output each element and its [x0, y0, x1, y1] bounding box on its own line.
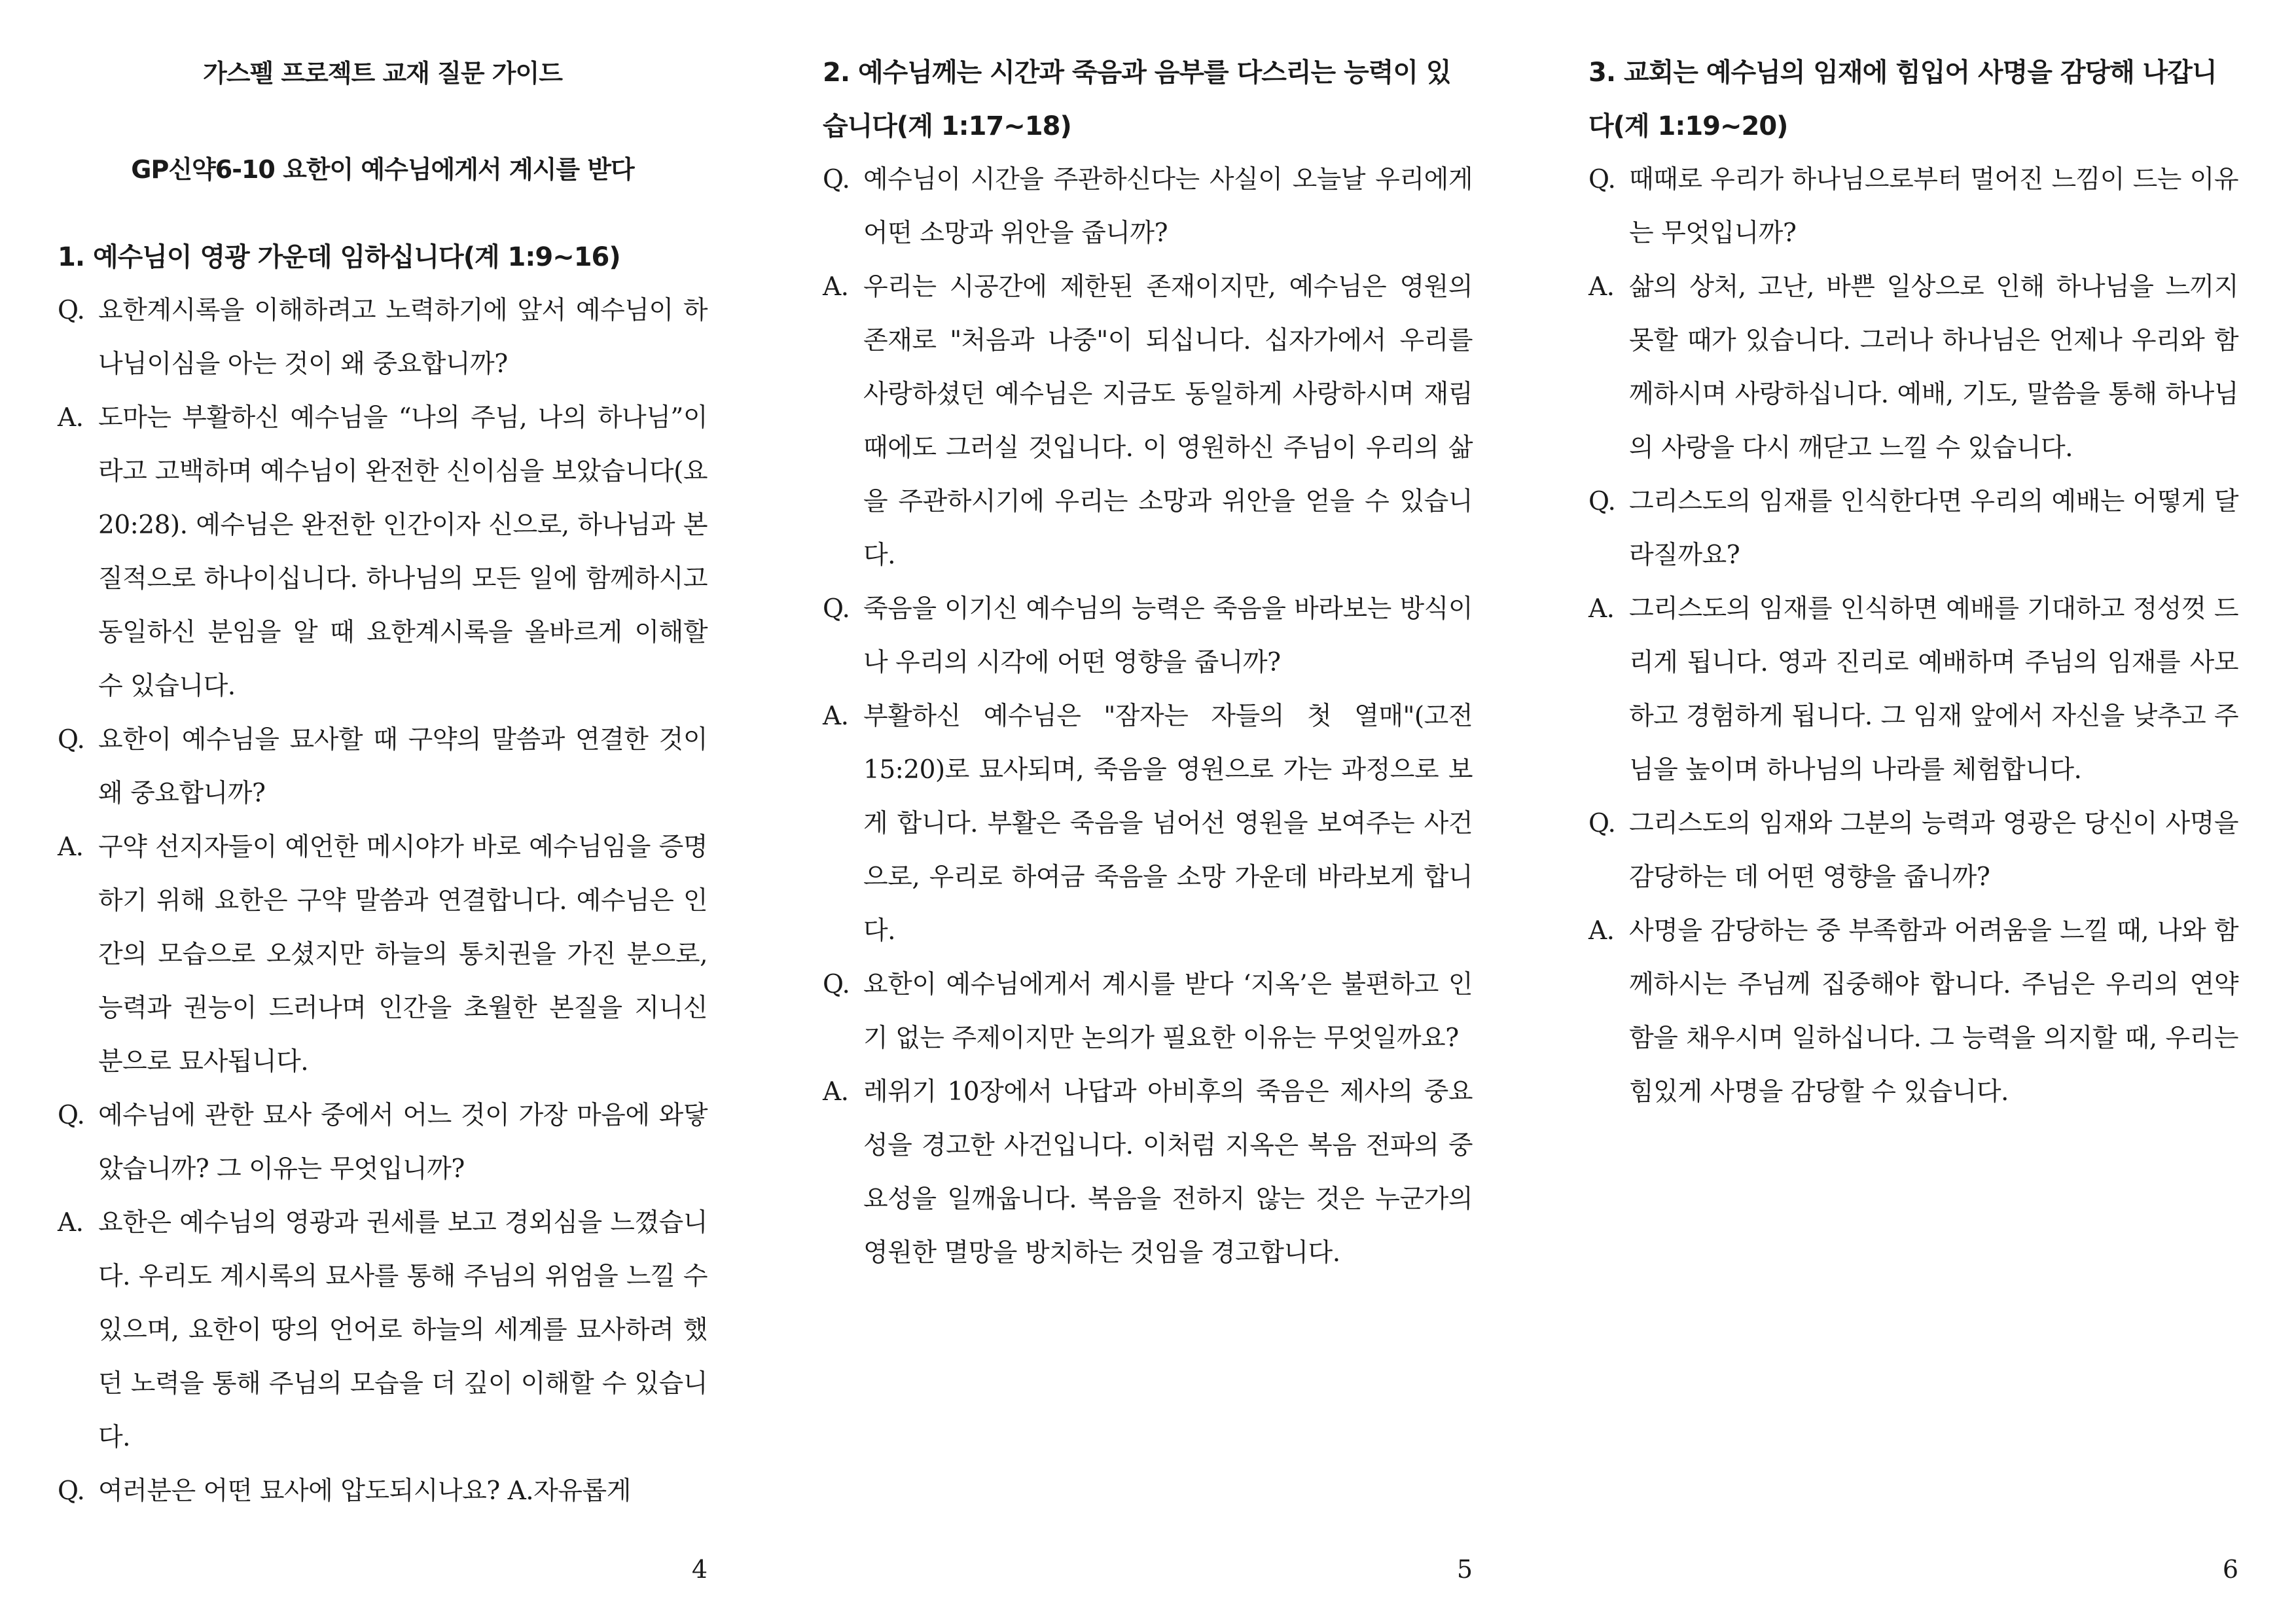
- answer-text: 그리스도의 임재를 인식하면 예배를 기대하고 정성껏 드리게 됩니다. 영과 진리로 예배하며 주님의 임재를 사모하고 경험하게 됩니다. 그 임재 앞에서 자신을 낮추고 주님을 높이며 하나님의 나라를 체험합니다.: [1629, 594, 2238, 785]
- page-6: [1531, 0, 2296, 1623]
- answer-mark: A.: [1588, 594, 1615, 624]
- answer-text: 구약 선지자들이 예언한 메시야가 바로 예수님임을 증명하기 위해 요한은 구약 말씀과 연결합니다. 예수님은 인간의 모습으로 오셨지만 하늘의 통치권을 가진 분으로, 능력과 권능이 드러나며 인간을 초월한 본질을 지니신 분으로 묘사됩니다.: [98, 832, 708, 1077]
- question-mark: Q.: [58, 725, 85, 755]
- section-title-2: 2. 예수님께는 시간과 죽음과 음부를 다스리는 능력이 있습니다(계 1:17~18): [823, 58, 1451, 141]
- page-number: 6: [2222, 1555, 2238, 1584]
- question-item: [1588, 153, 2238, 260]
- answer-item: [1588, 582, 2238, 797]
- question-text: 때때로 우리가 하나님으로부터 멀어진 느낌이 드는 이유는 무엇입니까?: [1629, 165, 2238, 248]
- question-item: [823, 958, 1473, 1065]
- answer-item: [1588, 904, 2238, 1119]
- page-4: [0, 0, 765, 1623]
- answer-item: [823, 690, 1473, 958]
- question-item: [58, 1465, 708, 1518]
- question-mark: Q.: [1588, 487, 1616, 516]
- page-5: [765, 0, 1530, 1623]
- answer-item: [58, 1196, 708, 1465]
- answer-mark: A.: [1588, 272, 1615, 302]
- answer-item: [58, 821, 708, 1089]
- question-item: [58, 713, 708, 821]
- question-mark: Q.: [1588, 809, 1616, 838]
- question-text: 예수님에 관한 묘사 중에서 어느 것이 가장 마음에 와닿았습니까? 그 이유는 무엇입니까?: [98, 1101, 708, 1184]
- page-number: 5: [1456, 1555, 1473, 1584]
- question-item: [58, 1089, 708, 1196]
- page-5-content: [823, 46, 1473, 1280]
- question-mark: Q.: [823, 970, 850, 999]
- question-text: 여러분은 어떤 묘사에 압도되시나요? A.자유롭게: [98, 1476, 631, 1506]
- question-text: 요한이 예수님에게서 계시를 받다 ‘지옥’은 불편하고 인기 없는 주제이지만 논의가 필요한 이유는 무엇일까요?: [863, 970, 1473, 1053]
- section-title-1: 1. 예수님이 영광 가운데 임하십니다(계 1:9~16): [58, 242, 620, 272]
- question-text: 요한이 예수님을 묘사할 때 구약의 말씀과 연결한 것이 왜 중요합니까?: [98, 725, 708, 808]
- answer-mark: A.: [823, 1077, 849, 1107]
- answer-mark: A.: [58, 832, 84, 862]
- question-mark: Q.: [58, 1101, 85, 1130]
- answer-mark: A.: [1588, 916, 1615, 946]
- answer-item: [823, 1065, 1473, 1280]
- page-number: 4: [691, 1555, 708, 1584]
- answer-text: 사명을 감당하는 중 부족함과 어려움을 느낄 때, 나와 함께하시는 주님께 집중해야 합니다. 주님은 우리의 연약함을 채우시며 일하십니다. 그 능력을 의지할 때, 우리는 힘있게 사명을 감당할 수 있습니다.: [1629, 916, 2238, 1107]
- question-text: 그리스도의 임재와 그분의 능력과 영광은 당신이 사명을 감당하는 데 어떤 영향을 줍니까?: [1629, 809, 2238, 892]
- question-item: [1588, 475, 2238, 582]
- answer-mark: A.: [823, 272, 849, 302]
- question-mark: Q.: [58, 296, 85, 325]
- question-item: [58, 284, 708, 391]
- answer-text: 레위기 10장에서 나답과 아비후의 죽음은 제사의 중요성을 경고한 사건입니다. 이처럼 지옥은 복음 전파의 중요성을 일깨웁니다. 복음을 전하지 않는 것은 누군가의 영원한 멸망을 방치하는 것임을 경고합니다.: [863, 1077, 1473, 1268]
- answer-text: 우리는 시공간에 제한된 존재이지만, 예수님은 영원의 존재로 "처음과 나중"이 되십니다. 십자가에서 우리를 사랑하셨던 예수님은 지금도 동일하게 사랑하시며 재림 때에도 그러실 것입니다. 이 영원하신 주님이 우리의 삶을 주관하시기에 우리는 소망과 위안을 얻을 수 있습니다.: [863, 272, 1473, 570]
- answer-item: [58, 391, 708, 713]
- question-mark: Q.: [58, 1476, 85, 1506]
- answer-item: [823, 260, 1473, 582]
- question-text: 그리스도의 임재를 인식한다면 우리의 예배는 어떻게 달라질까요?: [1629, 487, 2238, 570]
- question-mark: Q.: [823, 165, 850, 194]
- answer-item: [1588, 260, 2238, 475]
- answer-mark: A.: [58, 403, 84, 433]
- section-title-3: 3. 교회는 예수님의 임재에 힘입어 사명을 감당해 나갑니다(계 1:19~20): [1588, 58, 2217, 141]
- answer-mark: A.: [823, 702, 849, 731]
- question-text: 예수님이 시간을 주관하신다는 사실이 오늘날 우리에게 어떤 소망과 위안을 줍니까?: [863, 165, 1473, 248]
- guide-title: 가스펠 프로젝트 교재 질문 가이드: [203, 59, 562, 88]
- question-mark: Q.: [823, 594, 850, 624]
- answer-mark: A.: [58, 1208, 84, 1238]
- question-text: 요한계시록을 이해하려고 노력하기에 앞서 예수님이 하나님이심을 아는 것이 왜 중요합니까?: [98, 296, 708, 379]
- page-6-content: [1588, 46, 2238, 1119]
- answer-text: 부활하신 예수님은 "잠자는 자들의 첫 열매"(고전 15:20)로 묘사되며, 죽음을 영원으로 가는 과정으로 보게 합니다. 부활은 죽음을 넘어선 영원을 보여주는 사건으로, 우리로 하여금 죽음을 소망 가운데 바라보게 합니다.: [863, 702, 1473, 946]
- page-4-content: [58, 46, 708, 1518]
- question-text: 죽음을 이기신 예수님의 능력은 죽음을 바라보는 방식이나 우리의 시각에 어떤 영향을 줍니까?: [863, 594, 1473, 677]
- answer-text: 도마는 부활하신 예수님을 “나의 주님, 나의 하나님”이라고 고백하며 예수님이 완전한 신이심을 보았습니다(요 20:28). 예수님은 완전한 인간이자 신으로, 하나님과 본질적으로 하나이십니다. 하나님의 모든 일에 함께하시고 동일하신 분임을 알 때 요한계시록을 올바르게 이해할 수 있습니다.: [98, 403, 708, 701]
- question-item: [823, 582, 1473, 690]
- question-mark: Q.: [1588, 165, 1616, 194]
- answer-text: 요한은 예수님의 영광과 권세를 보고 경외심을 느꼈습니다. 우리도 계시록의 묘사를 통해 주님의 위엄을 느낄 수 있으며, 요한이 땅의 언어로 하늘의 세계를 묘사하려 했던 노력을 통해 주님의 모습을 더 깊이 이해할 수 있습니다.: [98, 1208, 708, 1452]
- question-item: [823, 153, 1473, 260]
- question-item: [1588, 797, 2238, 904]
- answer-text: 삶의 상처, 고난, 바쁜 일상으로 인해 하나님을 느끼지 못할 때가 있습니다. 그러나 하나님은 언제나 우리와 함께하시며 사랑하십니다. 예배, 기도, 말씀을 통해 하나님의 사랑을 다시 깨닫고 느낄 수 있습니다.: [1629, 272, 2238, 463]
- lesson-title: GP신약6-10 요한이 예수님에게서 계시를 받다: [131, 155, 634, 184]
